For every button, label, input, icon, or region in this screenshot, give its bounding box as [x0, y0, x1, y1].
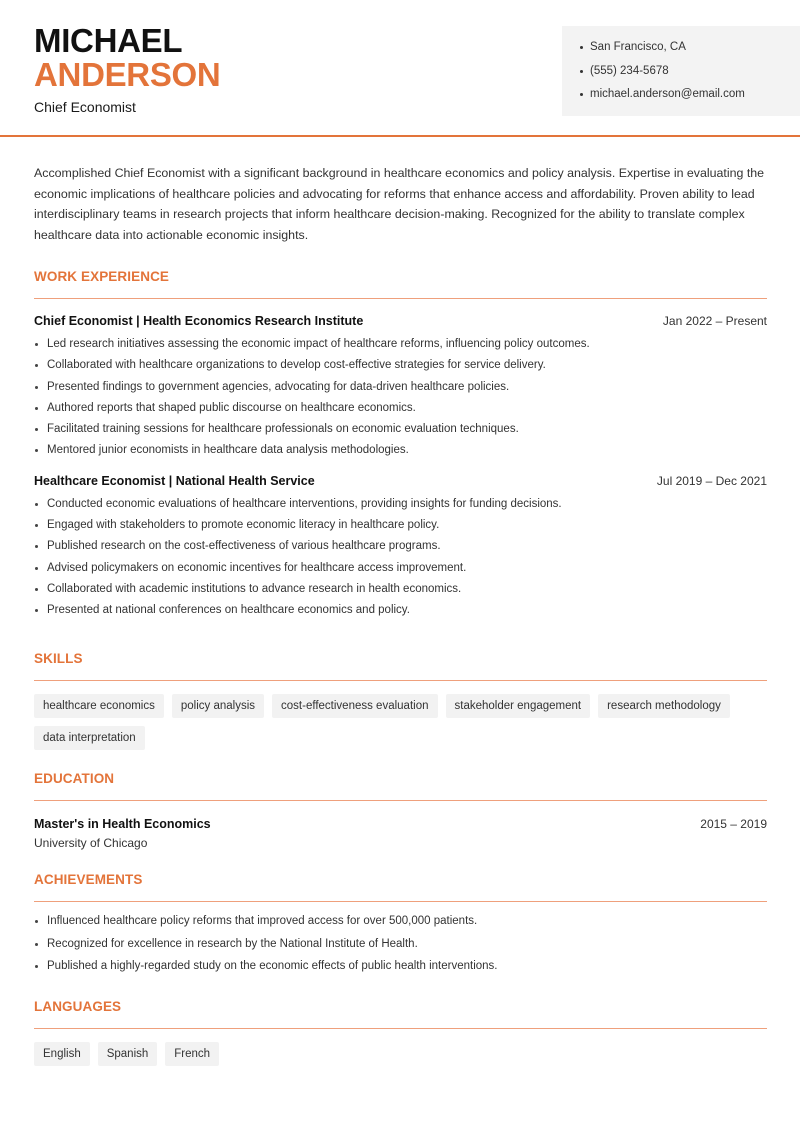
- skill-chip: policy analysis: [172, 694, 264, 718]
- job-bullet: Engaged with stakeholders to promote economic literacy in healthcare policy.: [34, 515, 767, 536]
- job-bullet: Advised policymakers on economic incentives for healthcare access improvement.: [34, 558, 767, 579]
- section-divider: [34, 298, 767, 299]
- contact-info: [562, 26, 800, 116]
- skill-chip: data interpretation: [34, 726, 145, 750]
- job-title: Chief Economist: [34, 99, 136, 115]
- achievement-item: Published a highly-regarded study on the economic effects of public health interventions.: [34, 956, 767, 979]
- job-entry: [34, 313, 767, 462]
- language-chip: French: [165, 1042, 219, 1066]
- job-bullet: Conducted economic evaluations of healthcare interventions, providing insights for funding decisions.: [34, 494, 767, 515]
- language-chip: English: [34, 1042, 90, 1066]
- achievement-item: Recognized for excellence in research by the National Institute of Health.: [34, 934, 767, 957]
- section-divider: [34, 800, 767, 801]
- education-section: [34, 770, 767, 850]
- job-role: Chief Economist | Health Economics Research Institute: [34, 314, 364, 328]
- skill-chip: cost-effectiveness evaluation: [272, 694, 437, 718]
- section-divider: [34, 1028, 767, 1029]
- job-bullet: Published research on the cost-effectiveness of various healthcare programs.: [34, 536, 767, 557]
- achievement-item: Influenced healthcare policy reforms that improved access for over 500,000 patients.: [34, 911, 767, 934]
- job-dates: Jan 2022 – Present: [662, 314, 767, 328]
- section-title: ACHIEVEMENTS: [34, 872, 143, 887]
- skill-chip: stakeholder engagement: [446, 694, 591, 718]
- language-chip: Spanish: [98, 1042, 158, 1066]
- section-title: SKILLS: [34, 651, 83, 666]
- last-name: ANDERSON: [34, 56, 221, 93]
- section-title: WORK EXPERIENCE: [34, 269, 170, 284]
- job-bullet: Collaborated with healthcare organizations to develop cost-effective strategies for service delivery.: [34, 355, 767, 376]
- job-bullet: Facilitated training sessions for healthcare professionals on economic evaluation techniques.: [34, 419, 767, 440]
- job-bullet: Presented findings to government agencies, advocating for data-driven healthcare policies.: [34, 377, 767, 398]
- education-dates: 2015 – 2019: [700, 817, 767, 831]
- job-bullet: Collaborated with academic institutions to advance research in health economics.: [34, 579, 767, 600]
- contact-location: San Francisco, CA: [580, 39, 800, 63]
- skill-chip: research methodology: [598, 694, 730, 718]
- skill-chip: healthcare economics: [34, 694, 164, 718]
- section-divider: [34, 680, 767, 681]
- school: University of Chicago: [34, 836, 148, 850]
- first-name: MICHAEL: [34, 22, 183, 59]
- summary: Accomplished Chief Economist with a significant background in healthcare economics and policy analysis. Expertise in evaluating the economic implications of healthcare policies and advocating for reforms that enhance access and affordability. Proven ability to lead interdisciplinary teams in research projects that inform healthcare decision-making. Recognized for the ability to translate complex healthcare data into actionable economic insights.: [34, 166, 765, 243]
- job-entry: [34, 473, 767, 622]
- job-bullet: Mentored junior economists in healthcare data analysis methodologies.: [34, 440, 767, 461]
- job-bullet: Authored reports that shaped public discourse on healthcare economics.: [34, 398, 767, 419]
- languages-section: [34, 998, 767, 1066]
- job-bullet: Presented at national conferences on healthcare economics and policy.: [34, 600, 767, 621]
- contact-email[interactable]: michael.anderson@email.com: [580, 86, 800, 110]
- job-dates: Jul 2019 – Dec 2021: [656, 473, 767, 488]
- skills-section: [34, 650, 767, 750]
- achievements-section: [34, 871, 767, 979]
- job-bullet: Led research initiatives assessing the economic impact of healthcare reforms, influencing policy outcomes.: [34, 334, 767, 355]
- work-experience-section: [34, 268, 767, 622]
- section-divider: [34, 901, 767, 902]
- section-title: EDUCATION: [34, 771, 115, 786]
- job-role: Healthcare Economist | National Health Service: [34, 473, 315, 488]
- resume-header: [0, 0, 800, 137]
- section-title: LANGUAGES: [34, 999, 122, 1014]
- contact-phone: (555) 234-5678: [580, 63, 800, 87]
- degree: Master's in Health Economics: [34, 817, 211, 831]
